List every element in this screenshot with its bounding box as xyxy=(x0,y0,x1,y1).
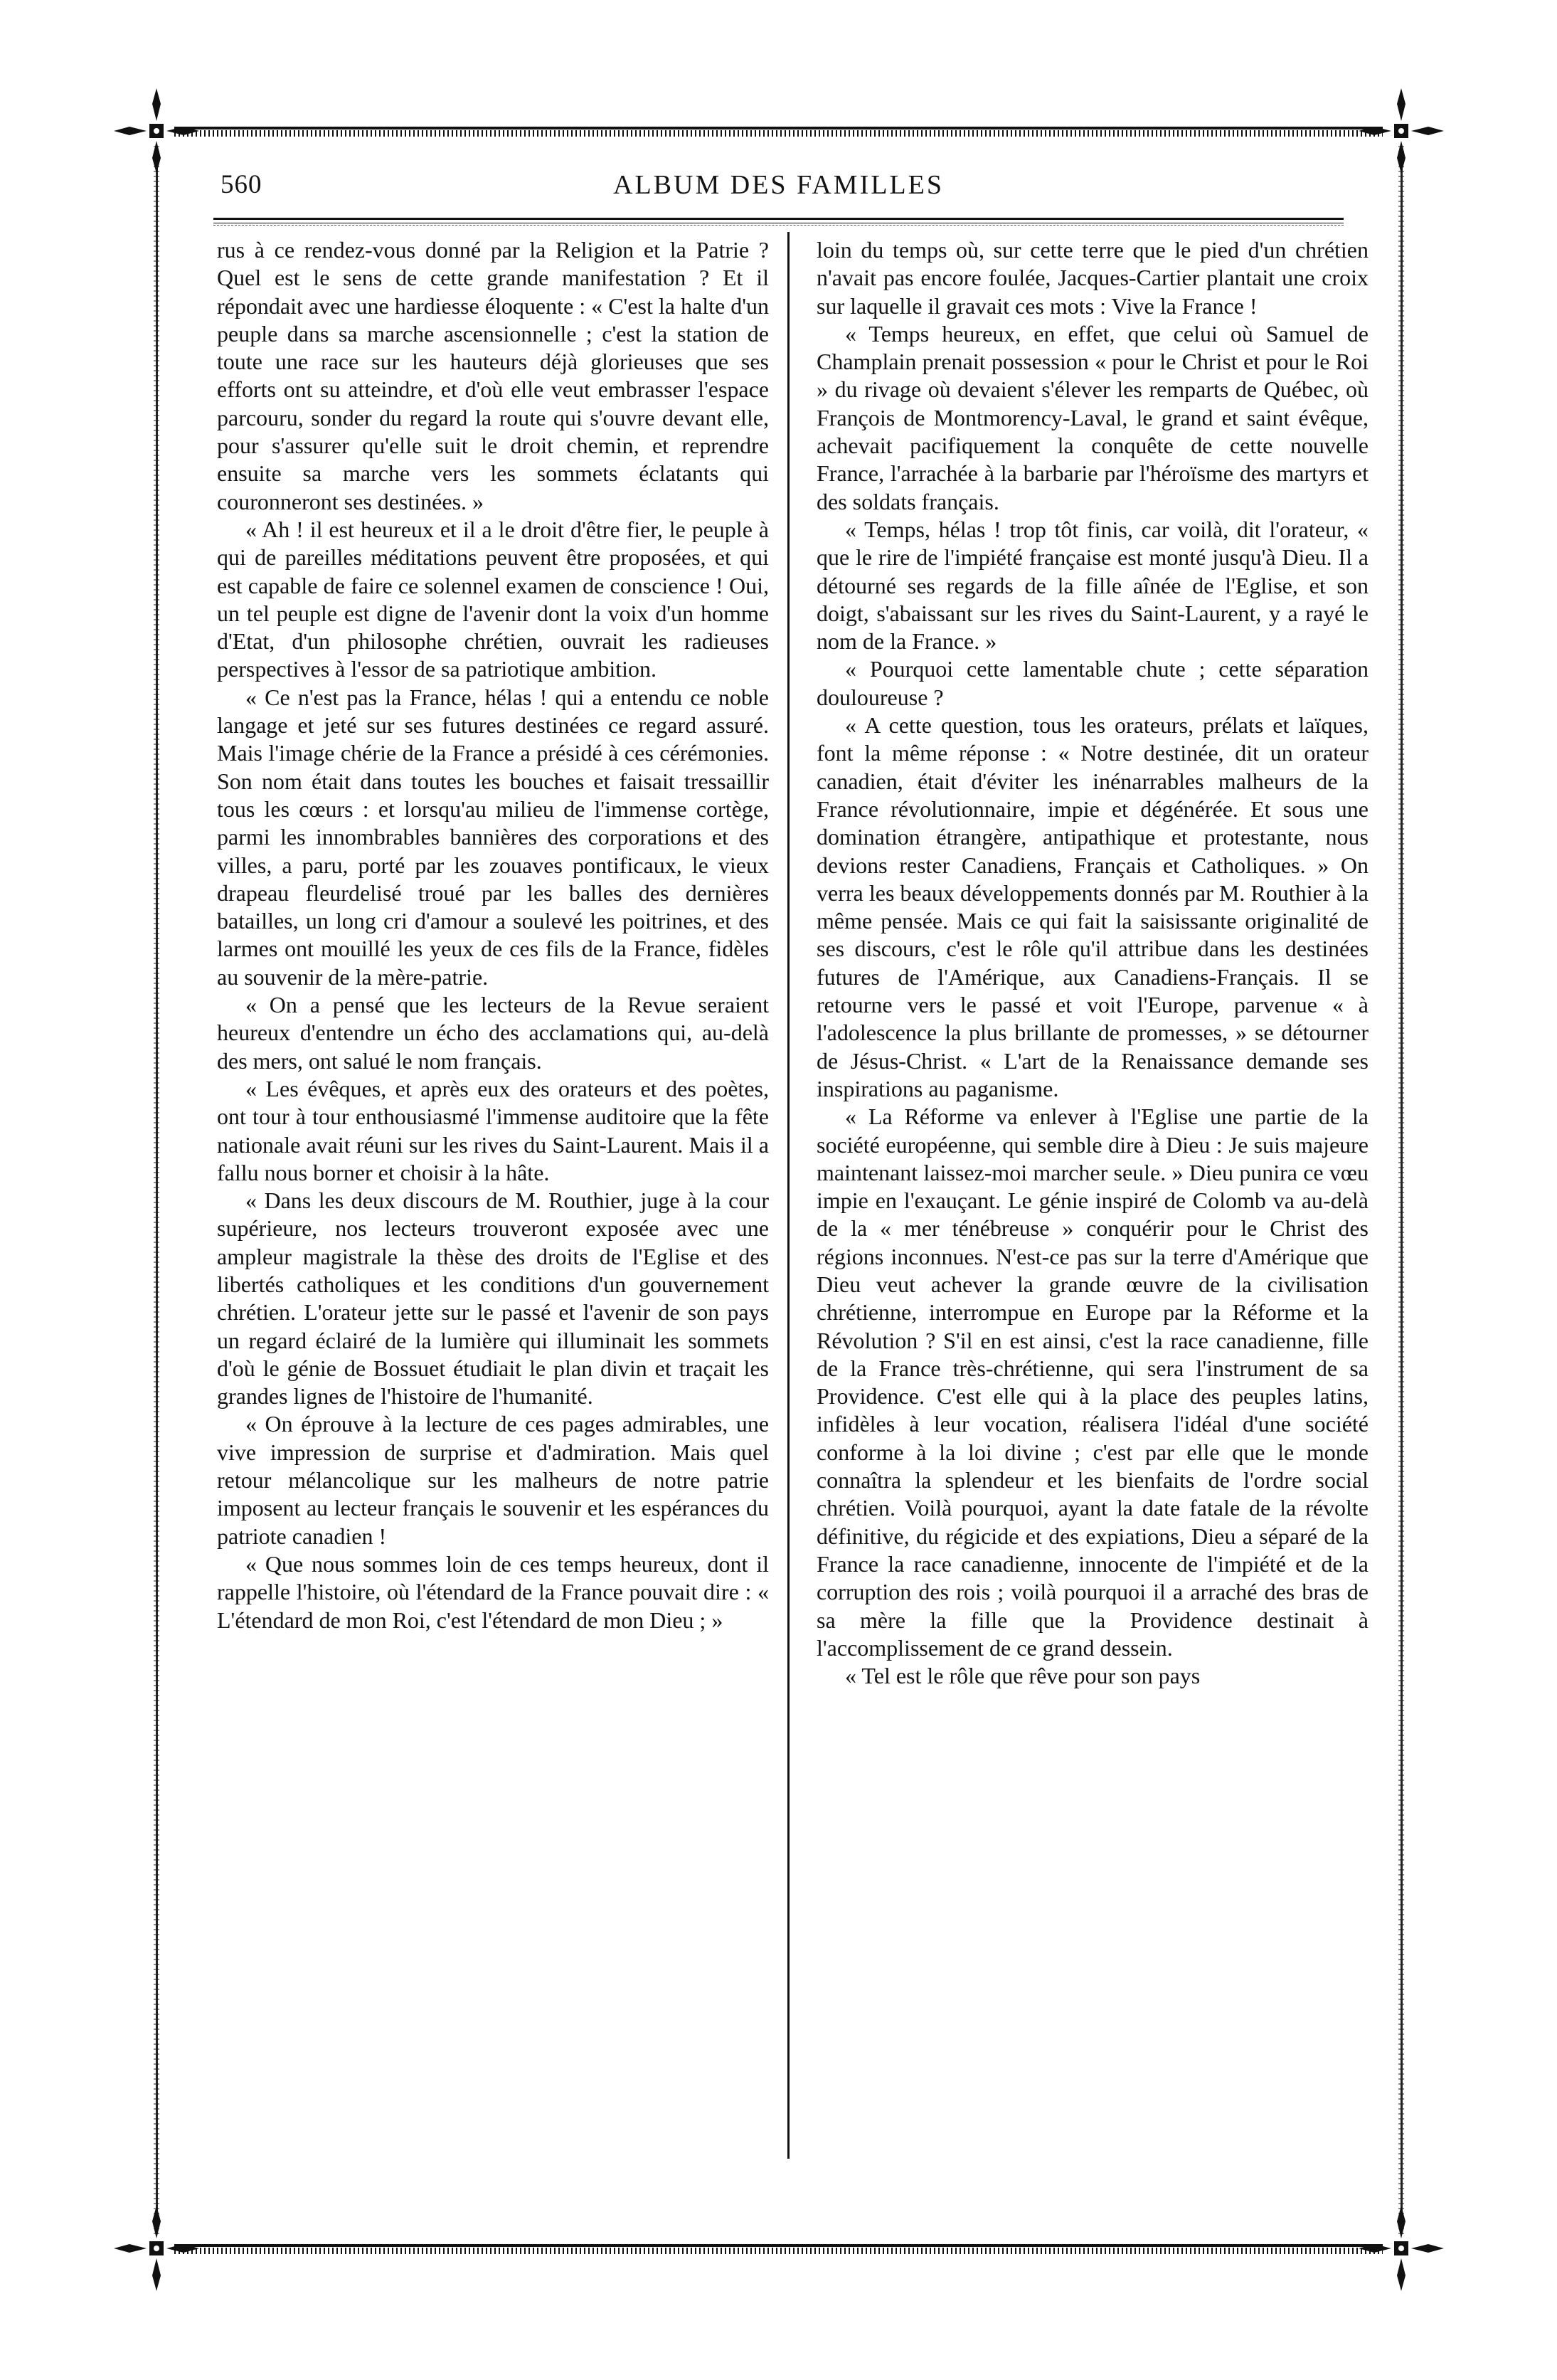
header-rule xyxy=(213,218,1344,223)
fleur-corner-icon xyxy=(114,2206,199,2291)
header-rule-dashed xyxy=(213,225,1344,226)
paragraph: « Ce n'est pas la France, hélas ! qui a entendu ce noble langage et jeté sur ses futures destinées ce regard assuré. Mais l'image chérie de la France a présidé à ces cérémonies. Son nom était dans toutes les bouches et faisait tressaillir tous les cœurs : et lorsqu'au milieu de l'immense cortège, parmi les innombrables bannières des corporations et des villes, a paru, porté par les zouaves pontificaux, le vieux drapeau fleurdelisé troué par les balles des dernières batailles, un long cri d'amour a soulevé les poitrines, et des larmes ont mouillé les yeux de ces fils de la France, fidèles au souvenir de la mère-patrie. xyxy=(217,684,769,990)
paragraph: « On a pensé que les lecteurs de la Revue seraient heureux d'entendre un écho des acclamations qui, au-delà des mers, ont salué le nom français. xyxy=(217,992,769,1074)
frame-border-right xyxy=(1398,146,1404,2234)
frame-border-top xyxy=(174,127,1383,137)
paragraph: rus à ce rendez-vous donné par la Religion et la Patrie ? Quel est le sens de cette grande manifestation ? Et il répondait avec une hardiesse éloquente : « C'est la halte d'un peuple dans sa marche ascensionnelle ; c'est la station de toute une race sur les hauteurs déjà glorieuses que ses efforts ont su atteindre, et d'où elle veut embrasser l'espace parcouru, sonder du regard la route qui s'ouvre devant elle, pour s'assurer qu'elle suit le droit chemin, et reprendre ensuite sa marche vers les sommets éclatants qui couronneront ses destinées. » xyxy=(217,237,769,514)
column-divider xyxy=(787,232,790,2159)
frame-border-bottom xyxy=(174,2244,1383,2254)
fleur-corner-icon xyxy=(1359,88,1444,174)
running-title: ALBUM DES FAMILLES xyxy=(613,170,944,200)
frame-border-left xyxy=(154,146,159,2234)
paragraph: « Pourquoi cette lamentable chute ; cette séparation douloureuse ? xyxy=(817,656,1369,710)
page-header xyxy=(213,165,1344,208)
paragraph: « Ah ! il est heureux et il a le droit d'être fier, le peuple à qui de pareilles méditations peuvent être proposées, et qui est capable de faire ce solennel examen de conscience ! Oui, un tel peuple est digne de l'avenir dont la voix d'un homme d'Etat, d'un philosophe chrétien, ouvrait les radieuses perspectives à l'essor de sa patriotique ambition. xyxy=(217,516,769,682)
fleur-corner-icon xyxy=(114,88,199,174)
right-column xyxy=(817,236,1369,1690)
paragraph: « Temps heureux, en effet, que celui où Samuel de Champlain prenait possession « pour le Christ et pour le Roi » du rivage où devaient s'élever les remparts de Québec, où François de Montmorency-Laval, le grand et saint évêque, achevait pacifiquement la conquête de cette nouvelle France, l'arrachée à la barbarie par l'héroïsme des martyrs et des soldats français. xyxy=(817,320,1369,514)
paragraph: « On éprouve à la lecture de ces pages admirables, une vive impression de surprise et d'admiration. Mais quel retour mélancolique sur les malheurs de notre patrie imposent au lecteur français le souvenir et les espérances du patriote canadien ! xyxy=(217,1411,769,1549)
fleur-corner-icon xyxy=(1359,2206,1444,2291)
paragraph: « Tel est le rôle que rêve pour son pays xyxy=(845,1663,1201,1689)
page-number: 560 xyxy=(220,170,262,199)
paragraph: « Que nous sommes loin de ces temps heureux, dont il rappelle l'histoire, où l'étendard de la France pouvait dire : « L'étendard de mon Roi, c'est l'étendard de mon Dieu ; » xyxy=(217,1550,769,1633)
paragraph: « Les évêques, et après eux des orateurs et des poètes, ont tour à tour enthousiasmé l'immense auditoire que la fête nationale avait réuni sur les rives du Saint-Laurent. Mais il a fallu nous borner et choisir à la hâte. xyxy=(217,1075,769,1185)
paragraph: « La Réforme va enlever à l'Eglise une partie de la société européenne, qui semble dire à Dieu : Je suis majeure maintenant laissez-moi marcher seule. » Dieu punira ce vœu impie en l'exauçant. Le génie inspiré de Colomb va au-delà de la « mer ténébreuse » conquérir pour le Christ des régions inconnues. N'est-ce pas sur la terre d'Amérique que Dieu veut achever la grande œuvre de la civilisation chrétienne, interrompue en Europe par la Réforme et la Révolution ? S'il en est ainsi, c'est la race canadienne, fille de la France très-chrétienne, qui sera l'instrument de sa Providence. C'est elle qui à la place des peuples latins, infidèles à leur vocation, réalisera l'idéal d'une société conforme à la loi divine ; c'est par elle que le monde connaîtra la splendeur et les bienfaits de l'ordre social chrétien. Voilà pourquoi, ayant la date fatale de la révolte définitive, du régicide et des expiations, Dieu a séparé de la France la race canadienne, innocente de l'impiété et de la corruption des rois ; voilà pourquoi il a arraché des bras de sa mère la fille que la Providence destinait à l'accomplissement de ce grand dessein. xyxy=(817,1104,1369,1661)
paragraph: loin du temps où, sur cette terre que le pied d'un chrétien n'avait pas encore foulée, Jacques-Cartier plantait une croix sur laquelle il gravait ces mots : Vive la France ! xyxy=(817,237,1369,319)
paragraph: « Dans les deux discours de M. Routhier, juge à la cour supérieure, nos lecteurs trouveront exposée avec une ampleur magistrale la thèse des droits de l'Eglise et des libertés catholiques et les conditions d'un gouvernement chrétien. L'orateur jette sur le passé et l'avenir de son pays un regard éclairé de la lumière qui illuminait les sommets d'où le génie de Bossuet étudiait le plan divin et traçait les grandes lignes de l'histoire de l'humanité. xyxy=(217,1188,769,1410)
paragraph: « A cette question, tous les orateurs, prélats et laïques, font la même réponse : « Notre destinée, dit un orateur canadien, était d'éviter les inénarrables malheurs de la France révolutionnaire, impie et dégénérée. Et sous une domination étrangère, antipathique et protestante, nous devions rester Canadiens, Français et Catholiques. » On verra les beaux développements donnés par M. Routhier à la même pensée. Mais ce qui fait la saisissante originalité de ses discours, c'est le rôle qu'il attribue dans les destinées futures de l'Amérique, aux Canadiens-Français. Il se retourne vers le passé et voit l'Europe, parvenue « à l'adolescence la plus brillante de promesses, » se détourner de Jésus-Christ. « L'art de la Renaissance demande ses inspirations au paganisme. xyxy=(817,712,1369,1101)
paragraph: « Temps, hélas ! trop tôt finis, car voilà, dit l'orateur, « que le rire de l'impiété française est monté jusqu'à Dieu. Il a détourné ses regards de la fille aînée de l'Eglise, et son doigt, s'abaissant sur les rives du Saint-Laurent, y a rayé le nom de la France. » xyxy=(817,516,1369,655)
left-column xyxy=(217,236,769,1634)
